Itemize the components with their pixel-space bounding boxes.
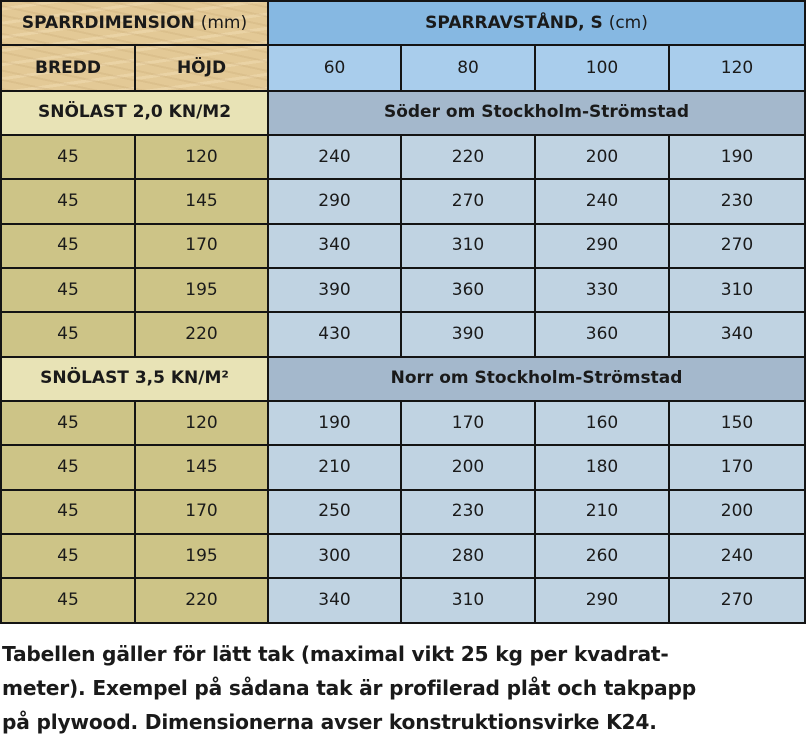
span-cell: 300	[268, 534, 401, 578]
snow-load-label: SNÖLAST 3,5 KN/M²	[1, 357, 268, 401]
span-cell: 220	[401, 135, 535, 179]
spacing-column-header: 80	[401, 45, 535, 90]
span-cell: 170	[401, 401, 535, 445]
span-cell: 200	[401, 445, 535, 489]
table-row	[1, 534, 805, 578]
span-cell: 340	[268, 224, 401, 268]
span-cell: 290	[268, 179, 401, 223]
width-cell: 45	[1, 135, 135, 179]
snow-load-band	[1, 91, 805, 135]
height-cell: 195	[135, 268, 268, 312]
span-cell: 260	[535, 534, 669, 578]
span-cell: 310	[669, 268, 805, 312]
width-cell: 45	[1, 490, 135, 534]
span-cell: 230	[669, 179, 805, 223]
span-cell: 190	[669, 135, 805, 179]
span-cell: 310	[401, 224, 535, 268]
span-cell: 190	[268, 401, 401, 445]
height-cell: 145	[135, 445, 268, 489]
spacing-column-header: 100	[535, 45, 669, 90]
rafter-span-table-body	[1, 1, 805, 623]
span-cell: 240	[669, 534, 805, 578]
table-row	[1, 490, 805, 534]
table-row	[1, 312, 805, 356]
width-cell: 45	[1, 312, 135, 356]
span-cell: 340	[268, 578, 401, 623]
span-cell: 210	[535, 490, 669, 534]
spacing-unit: (cm)	[608, 12, 648, 33]
span-cell: 240	[535, 179, 669, 223]
footnote-line: meter). Exempel på sådana tak är profilerad plåt och takpapp	[2, 676, 696, 700]
snow-load-label: SNÖLAST 2,0 KN/M2	[1, 91, 268, 135]
span-cell: 170	[669, 445, 805, 489]
header-row-columns	[1, 45, 805, 90]
snow-load-band	[1, 357, 805, 401]
height-cell: 145	[135, 179, 268, 223]
table-row	[1, 135, 805, 179]
span-cell: 150	[669, 401, 805, 445]
height-cell: 220	[135, 578, 268, 623]
footnote-line: Tabellen gäller för lätt tak (maximal vikt 25 kg per kvadrat-	[2, 642, 669, 666]
dimension-unit: (mm)	[200, 12, 248, 33]
span-cell: 310	[401, 578, 535, 623]
span-cell: 240	[268, 135, 401, 179]
span-cell: 360	[401, 268, 535, 312]
width-cell: 45	[1, 401, 135, 445]
spacing-title: SPARRAVSTÅND, S	[425, 12, 603, 33]
span-cell: 200	[669, 490, 805, 534]
spacing-column-header: 60	[268, 45, 401, 90]
table-row	[1, 179, 805, 223]
height-cell: 120	[135, 135, 268, 179]
header-row-titles	[1, 1, 805, 45]
table-row	[1, 578, 805, 623]
table-row	[1, 224, 805, 268]
width-cell: 45	[1, 445, 135, 489]
height-cell: 170	[135, 490, 268, 534]
span-cell: 290	[535, 578, 669, 623]
span-cell: 210	[268, 445, 401, 489]
span-cell: 180	[535, 445, 669, 489]
span-cell: 290	[535, 224, 669, 268]
span-cell: 360	[535, 312, 669, 356]
height-column-header: HÖJD	[135, 45, 268, 90]
height-cell: 195	[135, 534, 268, 578]
region-label: Norr om Stockholm-Strömstad	[268, 357, 805, 401]
width-cell: 45	[1, 534, 135, 578]
width-cell: 45	[1, 268, 135, 312]
span-cell: 430	[268, 312, 401, 356]
table-row	[1, 445, 805, 489]
span-cell: 390	[268, 268, 401, 312]
height-cell: 220	[135, 312, 268, 356]
footnote-line: på plywood. Dimensionerna avser konstruktionsvirke K24.	[2, 710, 657, 734]
table-row	[1, 401, 805, 445]
table-row	[1, 268, 805, 312]
span-cell: 280	[401, 534, 535, 578]
height-cell: 170	[135, 224, 268, 268]
width-cell: 45	[1, 179, 135, 223]
span-cell: 250	[268, 490, 401, 534]
span-cell: 200	[535, 135, 669, 179]
dimension-header	[1, 1, 268, 45]
span-cell: 270	[401, 179, 535, 223]
spacing-column-header: 120	[669, 45, 805, 90]
height-cell: 120	[135, 401, 268, 445]
span-cell: 330	[535, 268, 669, 312]
spacing-header	[268, 1, 805, 45]
span-cell: 230	[401, 490, 535, 534]
dimension-title: SPARRDIMENSION	[21, 12, 195, 33]
span-cell: 270	[669, 578, 805, 623]
region-label: Söder om Stockholm-Strömstad	[268, 91, 805, 135]
table-footnote	[2, 637, 807, 739]
span-cell: 390	[401, 312, 535, 356]
width-column-header: BREDD	[1, 45, 135, 90]
span-cell: 340	[669, 312, 805, 356]
span-cell: 160	[535, 401, 669, 445]
span-cell: 270	[669, 224, 805, 268]
width-cell: 45	[1, 224, 135, 268]
width-cell: 45	[1, 578, 135, 623]
